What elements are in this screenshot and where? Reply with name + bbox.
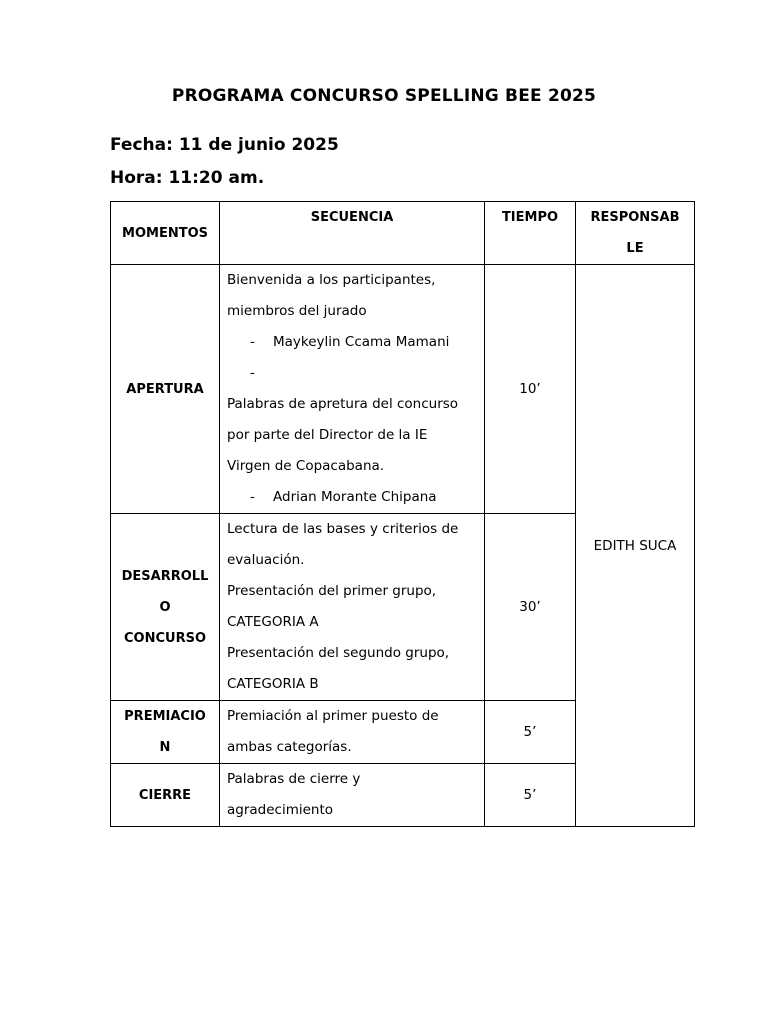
secuencia-cell	[220, 265, 485, 514]
momento-label: N	[159, 740, 171, 755]
document-title: PROGRAMA CONCURSO SPELLING BEE 2025	[171, 86, 597, 106]
momento-cell	[111, 701, 220, 764]
secuencia-line: evaluación.	[227, 552, 305, 568]
momento-cell	[111, 764, 220, 827]
momento-label: O	[159, 599, 171, 615]
momento-label: PREMIACIO	[124, 709, 206, 724]
secuencia-bullet	[227, 482, 484, 513]
header-responsable-line2: LE	[626, 241, 644, 256]
table-row	[111, 265, 695, 514]
momento-label: CIERRE	[138, 787, 192, 803]
secuencia-cell	[220, 514, 485, 701]
momento-label: CONCURSO	[124, 630, 206, 646]
momento-cell	[111, 265, 220, 514]
bullet-text: Adrian Morante Chipana	[273, 489, 437, 505]
bullet-dash: -	[250, 489, 255, 505]
bullet-text: Maykeylin Ccama Mamani	[273, 334, 450, 350]
header-responsable	[576, 202, 695, 265]
header-responsable-line1: RESPONSAB	[590, 210, 680, 225]
tiempo-cell: 5’	[485, 701, 576, 764]
momento-label: APERTURA	[126, 381, 204, 397]
momento-label: DESARROLL	[121, 568, 209, 584]
secuencia-line: ambas categorías.	[227, 739, 352, 755]
secuencia-line: Lectura de las bases y criterios de	[227, 521, 459, 537]
secuencia-line: CATEGORIA B	[227, 676, 319, 692]
bullet-dash: -	[250, 365, 255, 381]
event-date: Fecha: 11 de junio 2025	[110, 135, 339, 155]
secuencia-line: Premiación al primer puesto de	[227, 708, 439, 724]
header-momentos: MOMENTOS	[111, 202, 220, 265]
bullet-dash: -	[250, 334, 255, 350]
momento-cell	[111, 514, 220, 701]
table-header-row	[111, 202, 695, 265]
secuencia-line: por parte del Director de la IE	[227, 427, 428, 443]
secuencia-line: Palabras de apretura del concurso	[227, 396, 459, 412]
header-tiempo: TIEMPO	[485, 202, 576, 265]
tiempo-cell: 10’	[485, 265, 576, 514]
secuencia-line: Palabras de cierre y	[227, 771, 361, 787]
event-time: Hora: 11:20 am.	[110, 168, 265, 188]
tiempo-cell: 30’	[485, 514, 576, 701]
secuencia-line: Presentación del primer grupo,	[227, 583, 437, 599]
responsable-cell: EDITH SUCA	[576, 265, 695, 827]
secuencia-bullet	[227, 327, 484, 358]
secuencia-line: agradecimiento	[227, 802, 334, 818]
tiempo-cell: 5’	[485, 764, 576, 827]
secuencia-line: Virgen de Copacabana.	[227, 458, 385, 474]
secuencia-bullet	[227, 358, 484, 389]
secuencia-line: miembros del jurado	[227, 303, 367, 319]
header-secuencia: SECUENCIA	[220, 202, 485, 265]
secuencia-line: Presentación del segundo grupo,	[227, 645, 450, 661]
program-table	[110, 201, 695, 827]
secuencia-line: CATEGORIA A	[227, 614, 319, 630]
secuencia-line: Bienvenida a los participantes,	[227, 272, 436, 288]
secuencia-cell	[220, 764, 485, 827]
secuencia-cell	[220, 701, 485, 764]
